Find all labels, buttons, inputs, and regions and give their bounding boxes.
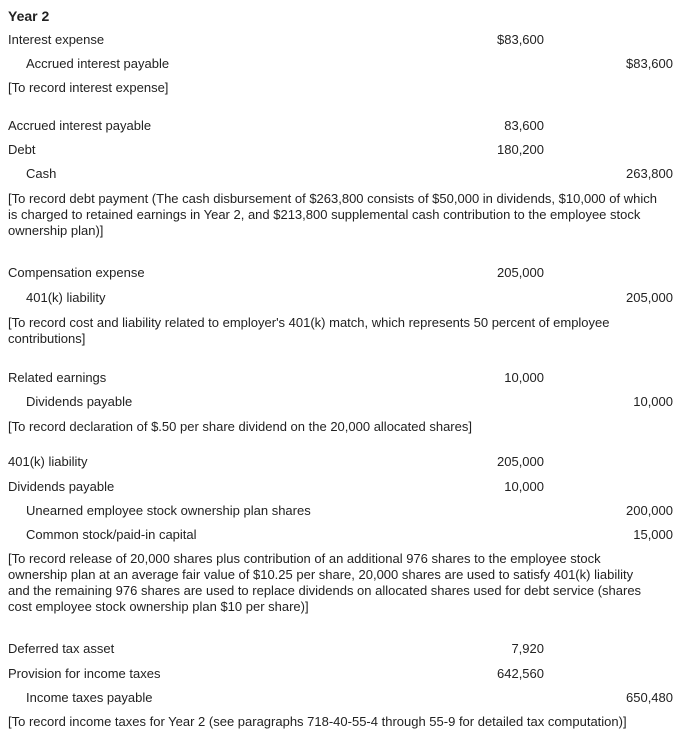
- entry-line: [8, 687, 680, 709]
- account-name: Deferred tax asset: [8, 641, 115, 656]
- entry-line: [8, 663, 680, 685]
- debit-amount: 83,600: [504, 118, 544, 133]
- entry-line: [8, 524, 680, 546]
- account-name: Accrued interest payable: [8, 118, 152, 133]
- entry-line: [8, 287, 680, 309]
- entry-line: [8, 29, 680, 51]
- account-name: Debt: [8, 142, 36, 157]
- debit-amount: 180,200: [497, 142, 544, 157]
- entry-note: [To record income taxes for Year 2 (see paragraphs 718-40-55-4 through 55-9 for detailed tax computation)]: [8, 714, 627, 729]
- account-name: Common stock/paid-in capital: [26, 527, 197, 542]
- debit-amount: 10,000: [504, 370, 544, 385]
- account-name: Provision for income taxes: [8, 666, 161, 681]
- entry-note: [To record release of 20,000 shares plus contribution of an additional 976 shares to the employee stock ownership plan at an average fair value of $10.25 per share, 20,000 shares are used to satisfy 401(k) liability and the remaining 976 shares are used to replace dividends on allocated shares used for debt service (shares cost employee stock ownership plan $10 per share)]: [8, 551, 642, 614]
- entry-line: [8, 115, 680, 137]
- credit-amount: 200,000: [626, 503, 673, 518]
- entry-note: [To record debt payment (The cash disbursement of $263,800 consists of $50,000 in dividends, $10,000 of which is charged to retained earnings in Year 2, and $213,800 supplemental cash contribution to the employee stock ownership plan)]: [8, 191, 657, 238]
- account-name: Related earnings: [8, 370, 107, 385]
- credit-amount: 263,800: [626, 166, 673, 181]
- entry-line: [8, 367, 680, 389]
- account-name: Cash: [26, 166, 57, 181]
- entry-line: [8, 476, 680, 498]
- account-name: Income taxes payable: [26, 690, 153, 705]
- debit-amount: 642,560: [497, 666, 544, 681]
- account-name: Dividends payable: [26, 394, 133, 409]
- entry-note: [To record declaration of $.50 per share dividend on the 20,000 allocated shares]: [8, 419, 472, 434]
- debit-amount: 205,000: [497, 265, 544, 280]
- year-heading: Year 2: [8, 8, 50, 24]
- debit-amount: 205,000: [497, 454, 544, 469]
- account-name: Unearned employee stock ownership plan shares: [26, 503, 311, 518]
- debit-amount: $83,600: [497, 32, 544, 47]
- entry-line: [8, 500, 680, 522]
- entry-note: [To record cost and liability related to employer's 401(k) match, which represents 50 percent of employee contributions]: [8, 315, 610, 346]
- account-name: Compensation expense: [8, 265, 145, 280]
- account-name: 401(k) liability: [8, 454, 88, 469]
- credit-amount: 15,000: [633, 527, 673, 542]
- entry-note: [To record interest expense]: [8, 80, 169, 95]
- entry-line: [8, 451, 680, 473]
- credit-amount: 650,480: [626, 690, 673, 705]
- entry-line: [8, 53, 680, 75]
- entry-line: [8, 391, 680, 413]
- credit-amount: 205,000: [626, 290, 673, 305]
- account-name: Accrued interest payable: [26, 56, 170, 71]
- debit-amount: 10,000: [504, 479, 544, 494]
- debit-amount: 7,920: [511, 641, 544, 656]
- credit-amount: $83,600: [626, 56, 673, 71]
- credit-amount: 10,000: [633, 394, 673, 409]
- entry-line: [8, 638, 680, 660]
- entry-line: [8, 262, 680, 284]
- entry-line: [8, 163, 680, 185]
- account-name: 401(k) liability: [26, 290, 106, 305]
- entry-line: [8, 139, 680, 161]
- account-name: Interest expense: [8, 32, 105, 47]
- account-name: Dividends payable: [8, 479, 115, 494]
